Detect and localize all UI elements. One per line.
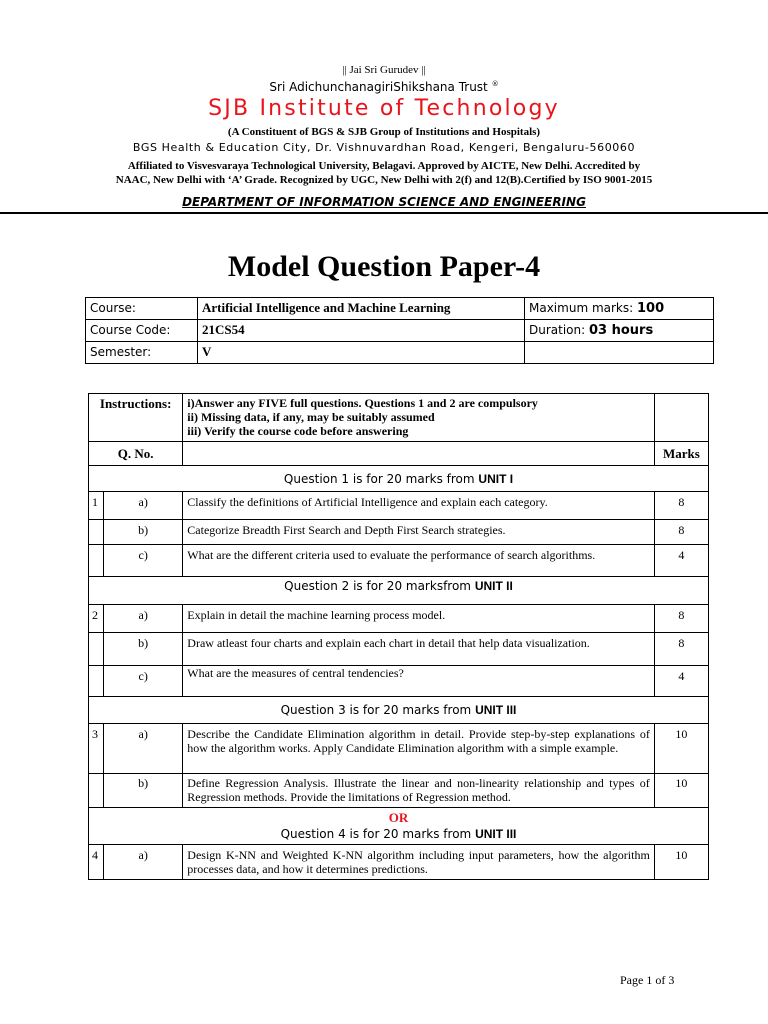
question-number: 3 xyxy=(89,724,104,774)
question-text: Categorize Breadth First Search and Depth First Search strategies. xyxy=(183,520,655,545)
instruction-2: ii) Missing data, if any, may be suitably assumed xyxy=(187,410,435,424)
section-heading xyxy=(89,808,709,845)
section-unit: UNIT II xyxy=(474,579,513,593)
sub-question-label: a) xyxy=(104,605,183,633)
section-heading xyxy=(89,697,709,724)
semester-value: V xyxy=(198,342,525,364)
question-marks: 8 xyxy=(654,605,708,633)
question-marks: 8 xyxy=(654,633,708,666)
instructions-text xyxy=(183,394,655,442)
sub-question-label: c) xyxy=(104,545,183,577)
semester-row xyxy=(86,342,714,364)
max-marks-label: Maximum marks: xyxy=(529,301,634,315)
question-number xyxy=(89,666,104,697)
questions-table xyxy=(88,393,709,880)
question-marks: 10 xyxy=(654,724,708,774)
affiliation-line-1: Affiliated to Visvesvaraya Technological University, Belagavi. Approved by AICTE, New Delhi. Accredited by xyxy=(127,160,641,172)
question-marks: 4 xyxy=(654,666,708,697)
question-text: Draw atleast four charts and explain each chart in detail that help data visualization. xyxy=(183,633,655,666)
question-number xyxy=(89,520,104,545)
qno-header: Q. No. xyxy=(89,442,183,466)
section-heading xyxy=(89,466,709,492)
sub-question-label: a) xyxy=(104,724,183,774)
course-value: Artificial Intelligence and Machine Learning xyxy=(198,298,525,320)
question-marks: 8 xyxy=(654,492,708,520)
sub-question-label: b) xyxy=(104,520,183,545)
registered-mark: ® xyxy=(491,80,499,88)
instructions-row xyxy=(89,394,709,442)
question-row xyxy=(89,774,709,808)
question-row xyxy=(89,492,709,520)
question-header-blank xyxy=(183,442,655,466)
question-row xyxy=(89,633,709,666)
column-header-row xyxy=(89,442,709,466)
sub-question-label: c) xyxy=(104,666,183,697)
address-line: BGS Health & Education City, Dr. Vishnuvardhan Road, Kengeri, Bengaluru-560060 xyxy=(132,141,636,154)
question-row xyxy=(89,845,709,880)
course-info-table xyxy=(85,297,714,364)
duration-label: Duration: xyxy=(529,323,586,337)
question-row xyxy=(89,605,709,633)
sub-question-label: a) xyxy=(104,492,183,520)
section-heading-line xyxy=(93,826,704,843)
affiliation-line-2: NAAC, New Delhi with ‘A’ Grade. Recognized by UGC, New Delhi with 2(f) and 12(B).Certified by ISO 9001-2015 xyxy=(115,174,653,186)
instruction-1: i)Answer any FIVE full questions. Questions 1 and 2 are compulsory xyxy=(187,396,538,410)
trust-name xyxy=(0,80,768,94)
question-text: Classify the definitions of Artificial Intelligence and explain each category. xyxy=(183,492,655,520)
question-text: Define Regression Analysis. Illustrate the linear and non-linearity relationship and types of Regression methods. Provide the limitations of Regression method. xyxy=(183,774,655,808)
question-text: What are the different criteria used to evaluate the performance of search algorithms. xyxy=(183,545,655,577)
section-unit: UNIT III xyxy=(475,703,517,717)
question-row xyxy=(89,724,709,774)
question-text: What are the measures of central tendencies? xyxy=(183,666,655,697)
course-code-row xyxy=(86,320,714,342)
sub-question-label: b) xyxy=(104,633,183,666)
marks-header: Marks xyxy=(654,442,708,466)
constituent-line: (A Constituent of BGS & SJB Group of Institutions and Hospitals) xyxy=(227,126,541,138)
section-heading xyxy=(89,577,709,605)
question-marks: 10 xyxy=(654,774,708,808)
duration-cell xyxy=(525,320,714,342)
question-row xyxy=(89,520,709,545)
section-heading-text: Question 4 is for 20 marks from xyxy=(280,827,472,841)
or-label: OR xyxy=(388,810,409,825)
max-marks-cell xyxy=(525,298,714,320)
paper-title: Model Question Paper-4 xyxy=(227,250,541,283)
section-unit: UNIT III xyxy=(475,827,517,841)
max-marks-value: 100 xyxy=(637,301,665,316)
question-row xyxy=(89,666,709,697)
institute-name: SJB Institute of Technology xyxy=(208,96,560,121)
course-code-value: 21CS54 xyxy=(198,320,525,342)
question-marks: 8 xyxy=(654,520,708,545)
section-heading-text: Question 2 is for 20 marksfrom xyxy=(284,579,471,593)
question-marks: 4 xyxy=(654,545,708,577)
blessing-line: || Jai Sri Gurudev || xyxy=(342,64,426,76)
department-name: DEPARTMENT OF INFORMATION SCIENCE AND ENGINEERING xyxy=(182,195,586,209)
question-marks: 10 xyxy=(654,845,708,880)
page-number: Page 1 of 3 xyxy=(620,973,675,987)
instructions-blank xyxy=(654,394,708,442)
section-heading-text: Question 3 is for 20 marks from xyxy=(280,703,472,717)
semester-label: Semester: xyxy=(86,342,198,364)
sub-question-label: b) xyxy=(104,774,183,808)
question-number xyxy=(89,545,104,577)
empty-cell xyxy=(525,342,714,364)
section-unit: UNIT I xyxy=(478,471,514,486)
question-number: 4 xyxy=(89,845,104,880)
instructions-label: Instructions: xyxy=(89,394,183,442)
sub-question-label: a) xyxy=(104,845,183,880)
trust-text: Sri AdichunchanagiriShikshana Trust xyxy=(269,80,488,94)
question-number: 1 xyxy=(89,492,104,520)
question-text: Describe the Candidate Elimination algorithm in detail. Provide step-by-step explanations of how the algorithm works. Apply Candidate Elimination algorithm with a simple example. xyxy=(183,724,655,774)
course-code-label: Course Code: xyxy=(86,320,198,342)
question-number: 2 xyxy=(89,605,104,633)
course-row xyxy=(86,298,714,320)
question-text: Explain in detail the machine learning process model. xyxy=(183,605,655,633)
duration-value: 03 hours xyxy=(589,323,654,338)
question-number xyxy=(89,774,104,808)
section-heading-text: Question 1 is for 20 marks from xyxy=(283,471,475,486)
course-label: Course: xyxy=(86,298,198,320)
header-divider xyxy=(0,212,768,214)
question-text: Design K-NN and Weighted K-NN algorithm including input parameters, how the algorithm processes data, and how it determines predictions. xyxy=(183,845,655,880)
instruction-3: iii) Verify the course code before answering xyxy=(187,424,409,438)
question-row xyxy=(89,545,709,577)
question-number xyxy=(89,633,104,666)
